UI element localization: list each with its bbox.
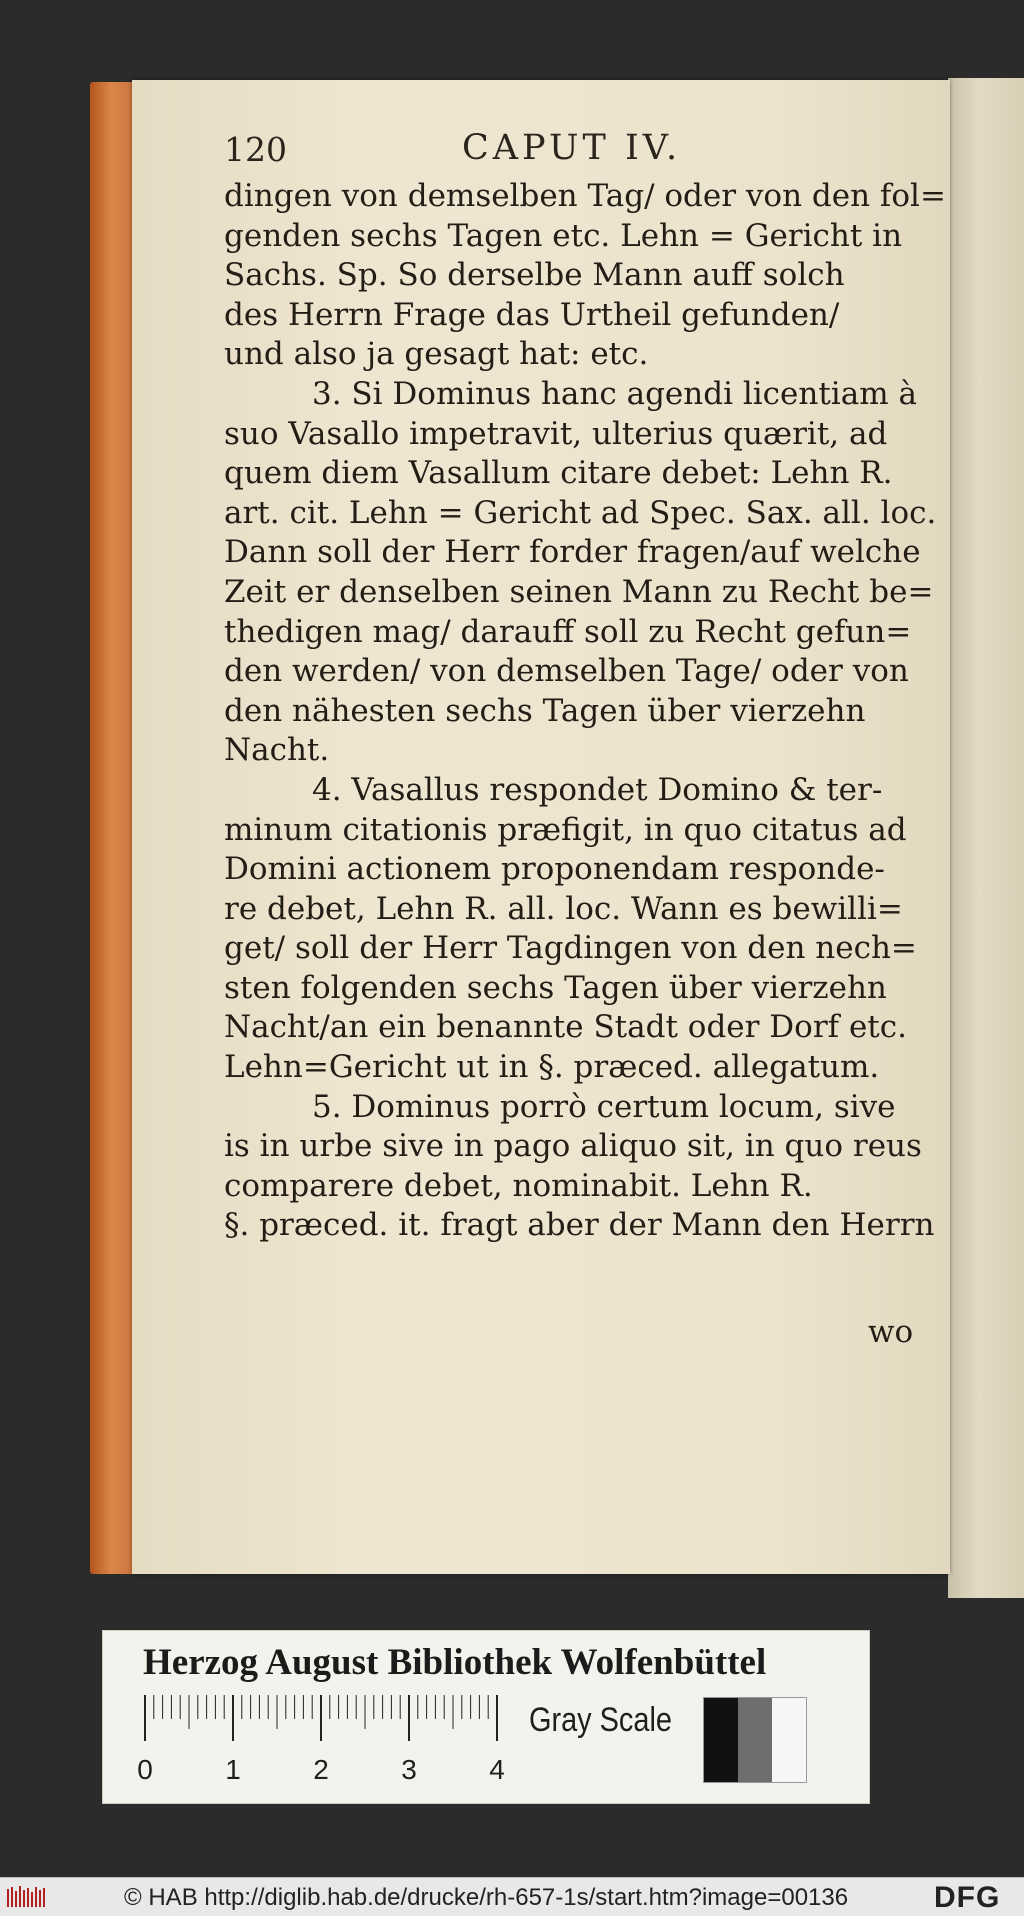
copyright-url[interactable]: © HAB http://diglib.hab.de/drucke/rh-657-1s/start.htm?image=00136 <box>124 1884 849 1911</box>
catchword: wo <box>868 1314 914 1350</box>
running-head: CAPUT IV. <box>462 128 682 168</box>
ruler-label: 3 <box>401 1754 417 1785</box>
text-line: den nähesten sechs Tagen über vierzehn <box>224 692 866 729</box>
text-line: Lehn=Gericht ut in §. præced. allegatum. <box>224 1049 880 1086</box>
text-line: Nacht/an ein benannte Stadt oder Dorf etc. <box>224 1009 907 1046</box>
ruler-label: 1 <box>225 1754 241 1785</box>
gray-swatch <box>772 1698 806 1782</box>
text-line: Sachs. Sp. So derselbe Mann auff solch <box>224 257 845 294</box>
text-line: sten folgenden sechs Tagen über vierzehn <box>224 969 887 1006</box>
text-line: quem diem Vasallum citare debet: Lehn R. <box>224 455 893 492</box>
book-page <box>132 80 950 1574</box>
text-line: re debet, Lehn R. all. loc. Wann es bewilli= <box>224 890 903 927</box>
text-line: art. cit. Lehn = Gericht ad Spec. Sax. all. loc. <box>224 494 937 531</box>
text-line: dingen von demselben Tag/ oder von den fol= <box>224 178 946 214</box>
dfg-logo: DFG <box>934 1881 1001 1914</box>
text-line: und also ja gesagt hat: etc. <box>224 336 649 373</box>
gray-swatches <box>703 1697 807 1783</box>
ruler-label: 2 <box>313 1754 329 1785</box>
page-gilt-edge <box>90 82 138 1574</box>
text-block <box>224 177 946 1246</box>
text-line: is in urbe sive in pago aliquo sit, in quo reus <box>224 1128 922 1165</box>
text-line: 4. Vasallus respondet Domino & ter- <box>312 771 883 808</box>
hab-barcode-logo-icon <box>6 1885 48 1909</box>
text-line: Zeit er denselben seinen Mann zu Recht be= <box>224 573 934 610</box>
page-number: 120 <box>224 130 287 169</box>
text-line: 5. Dominus porrò certum locum, sive <box>312 1088 896 1125</box>
ruler-label: 4 <box>489 1754 505 1785</box>
text-line: 3. Si Dominus hanc agendi licentiam à <box>312 375 917 412</box>
centimeter-ruler <box>137 1693 521 1785</box>
adjacent-page-edge <box>948 78 1024 1598</box>
gray-swatch <box>704 1698 738 1782</box>
text-line: comparere debet, nominabit. Lehn R. <box>224 1167 813 1204</box>
text-line: den werden/ von demselben Tage/ oder von <box>224 653 909 690</box>
grayscale-label: Gray Scale <box>529 1701 672 1739</box>
text-line: §. præced. it. fragt aber der Mann den Herrn <box>224 1207 935 1244</box>
text-line: Domini actionem proponendam responde- <box>224 851 885 888</box>
text-line: Nacht. <box>224 732 330 769</box>
text-line: minum citationis præfigit, in quo citatus ad <box>224 811 907 848</box>
text-line: suo Vasallo impetravit, ulterius quærit, ad <box>224 415 888 452</box>
color-scale-target <box>102 1630 870 1804</box>
text-line: Dann soll der Herr forder fragen/auf welche <box>224 534 921 571</box>
gray-swatch <box>738 1698 772 1782</box>
text-line: des Herrn Frage das Urtheil gefunden/ <box>224 296 840 333</box>
text-line: get/ soll der Herr Tagdingen von den nech= <box>224 930 917 967</box>
footer-bar <box>0 1877 1024 1916</box>
text-line: genden sechs Tagen etc. Lehn = Gericht in <box>224 217 903 254</box>
library-name: Herzog August Bibliothek Wolfenbüttel <box>143 1642 767 1683</box>
text-line: thedigen mag/ darauff soll zu Recht gefun= <box>224 613 912 650</box>
ruler-label: 0 <box>137 1754 153 1785</box>
